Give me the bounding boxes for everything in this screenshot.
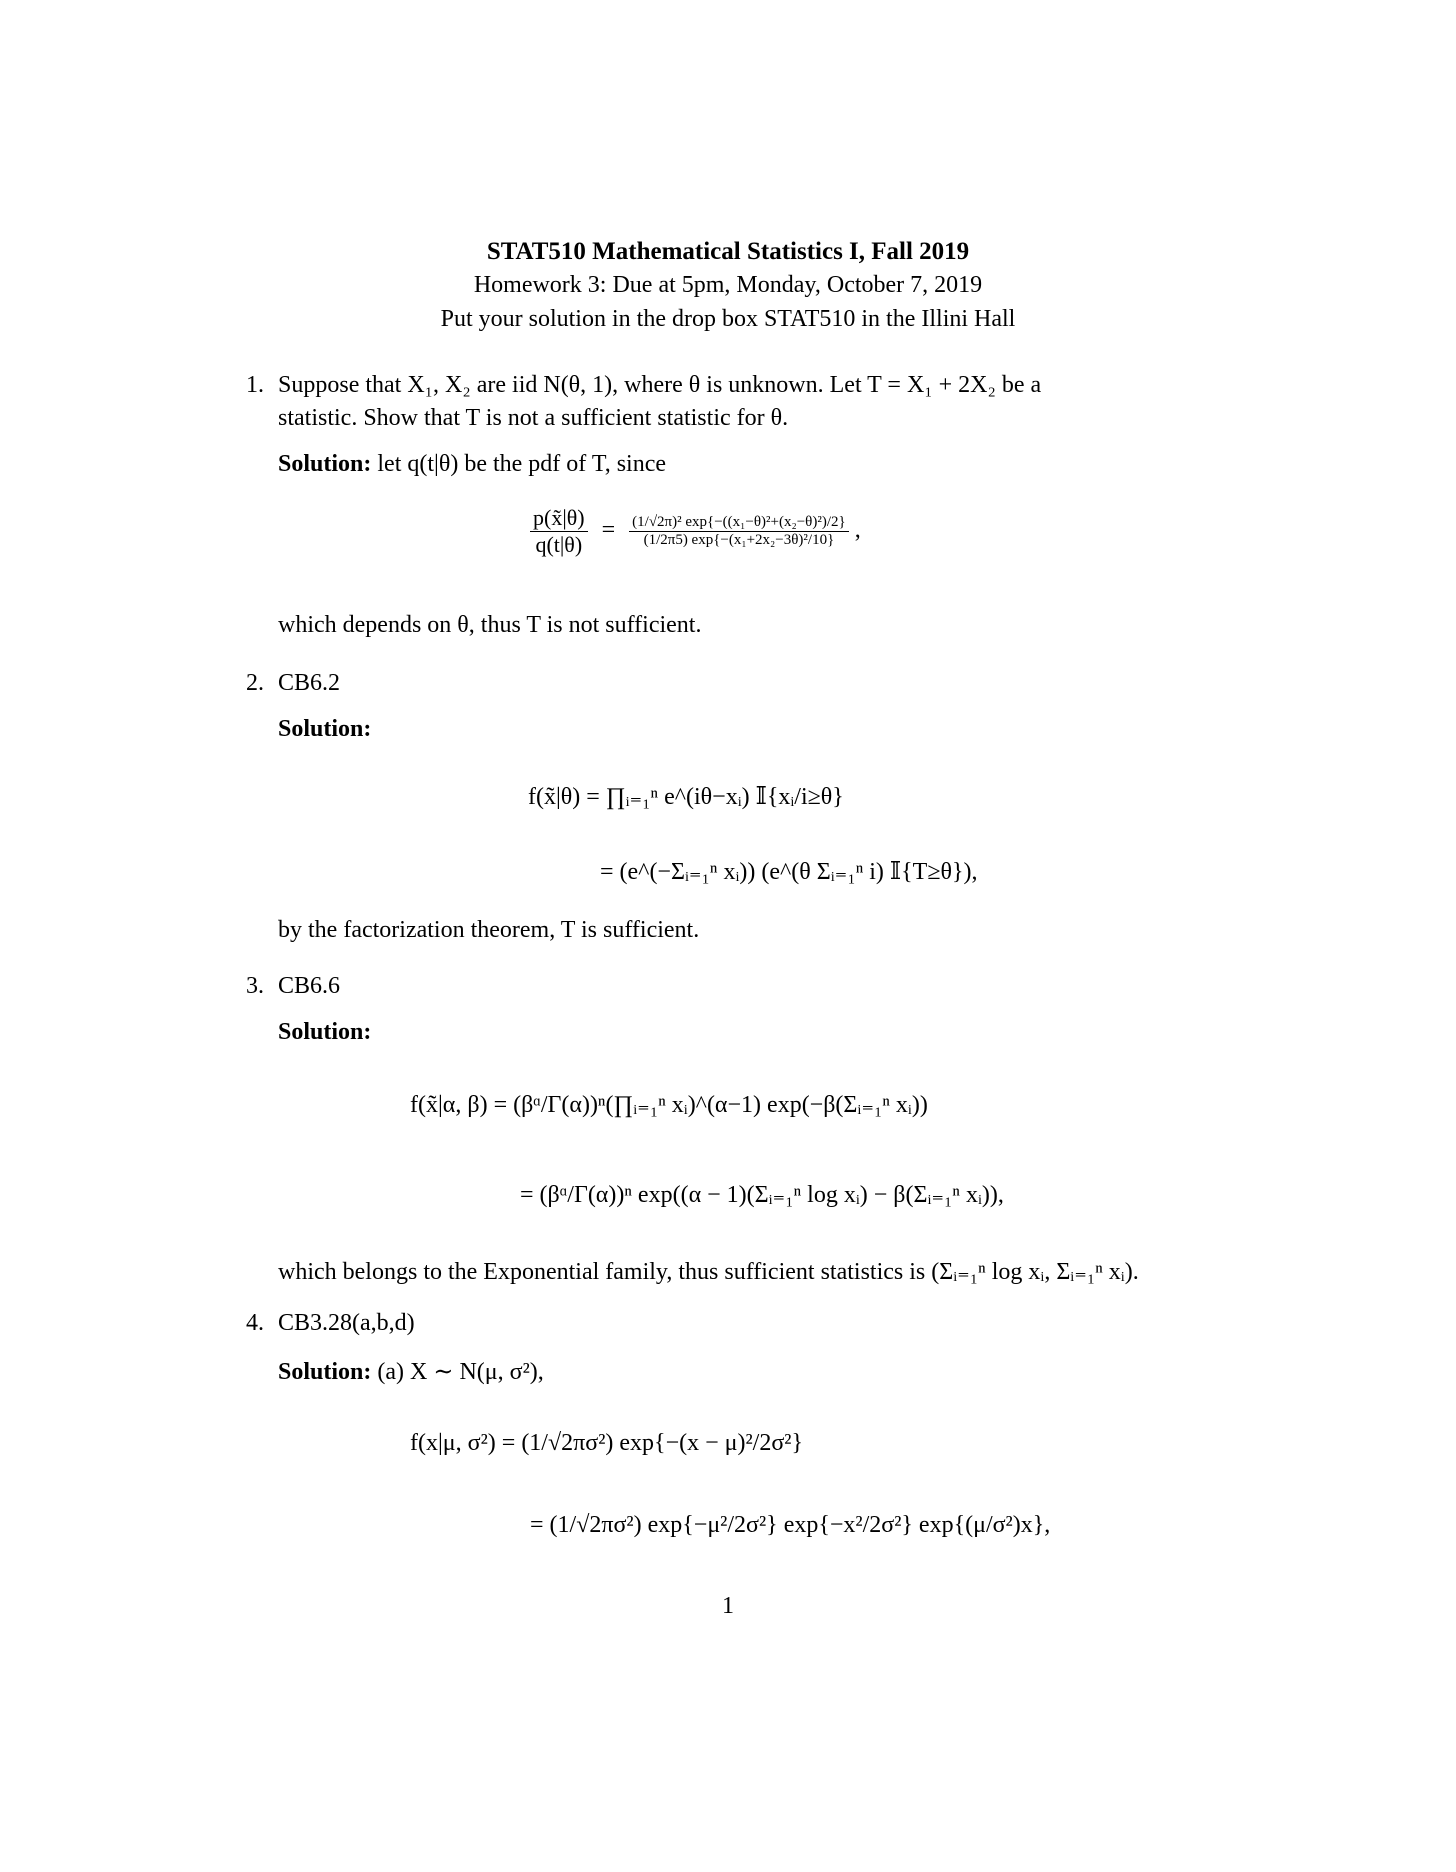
document-title: STAT510 Mathematical Statistics I, Fall 2019 [486,238,970,265]
problem-4-equation-line1: f(x|μ, σ²) = (1/√2πσ²) exp{−(x − μ)²/2σ²} [410,1430,803,1456]
eq1-lhs-numerator: p(x̃|θ) [533,505,585,530]
page-number: 1 [722,1593,734,1619]
problem-1-conclusion: which depends on θ, thus T is not sufficient. [278,612,702,638]
problem-2-statement: CB6.2 [278,670,341,696]
problem-3-statement: CB6.6 [278,973,341,999]
eq1-rhs-numerator: (1/√2π)² exp{−((x₁−θ)²+(x₂−θ)²)/2} [632,514,846,530]
problem-4-solution-text: (a) X ∼ N(μ, σ²), [377,1359,544,1385]
problem-1-number: 1. [246,372,264,398]
problem-3-conclusion: which belongs to the Exponential family, thus sufficient statistics is (Σᵢ₌₁ⁿ log xᵢ, Σᵢ₌₁ⁿ xᵢ). [278,1259,1139,1285]
problem-2-conclusion: by the factorization theorem, T is sufficient. [278,917,700,943]
due-date-line: Homework 3: Due at 5pm, Monday, October 7, 2019 [473,272,983,298]
problem-1-solution-text: let q(t|θ) be the pdf of T, since [377,451,667,477]
eq1-rhs-denominator: (1/2π5) exp{−(x₁+2x₂−3θ)²/10} [629,531,849,549]
problem-2-solution-label: Solution: [278,716,372,742]
problem-4-equation-line2: = (1/√2πσ²) exp{−μ²/2σ²} exp{−x²/2σ²} exp{(μ/σ²)x}, [530,1512,1051,1538]
problem-2-equation-line1: f(x̃|θ) = ∏ᵢ₌₁ⁿ e^(iθ−xᵢ) 𝕀{xᵢ/i≥θ} [528,784,844,810]
problem-3-solution-label: Solution: [278,1019,372,1045]
problem-3-equation-line1: f(x̃|α, β) = (βᵅ/Γ(α))ⁿ(∏ᵢ₌₁ⁿ xᵢ)^(α−1) exp(−β(Σᵢ₌₁ⁿ xᵢ)) [410,1092,928,1118]
problem-3-equation-line2: = (βᵅ/Γ(α))ⁿ exp((α − 1)(Σᵢ₌₁ⁿ log xᵢ) − β(Σᵢ₌₁ⁿ xᵢ)), [520,1182,1004,1208]
problem-4-number: 4. [246,1310,264,1336]
problem-2-number: 2. [246,670,264,696]
problem-1-statement-line2: statistic. Show that T is not a sufficient statistic for θ. [278,405,789,431]
problem-4-solution-label: Solution: [278,1359,372,1385]
eq1-lhs-denominator: q(t|θ) [530,531,588,558]
problem-3-number: 3. [246,973,264,999]
problem-4-statement: CB3.28(a,b,d) [278,1310,415,1336]
problem-1-equation: $\frac{p(x̃|\theta)}{q(t|\theta)}$ = $\frac{\text{(1/√2π)² exp\{−((x₁−θ)²+(x₂−θ)²)/2\}}}{\text{(1/2π5) exp\{−(x₁+2x₂−3θ)²/10\}}}$ , [530,505,861,558]
dropbox-line: Put your solution in the drop box STAT510 in the Illini Hall [440,306,1016,332]
problem-1-statement-line1: Suppose that X₁, X₂ are iid N(θ, 1), where θ is unknown. Let T = X₁ + 2X₂ be a [278,372,1042,398]
problem-2-equation-line2: = (e^(−Σᵢ₌₁ⁿ xᵢ)) (e^(θ Σᵢ₌₁ⁿ i) 𝕀{T≥θ}), [600,859,978,885]
problem-1-solution-label: Solution: [278,451,372,477]
